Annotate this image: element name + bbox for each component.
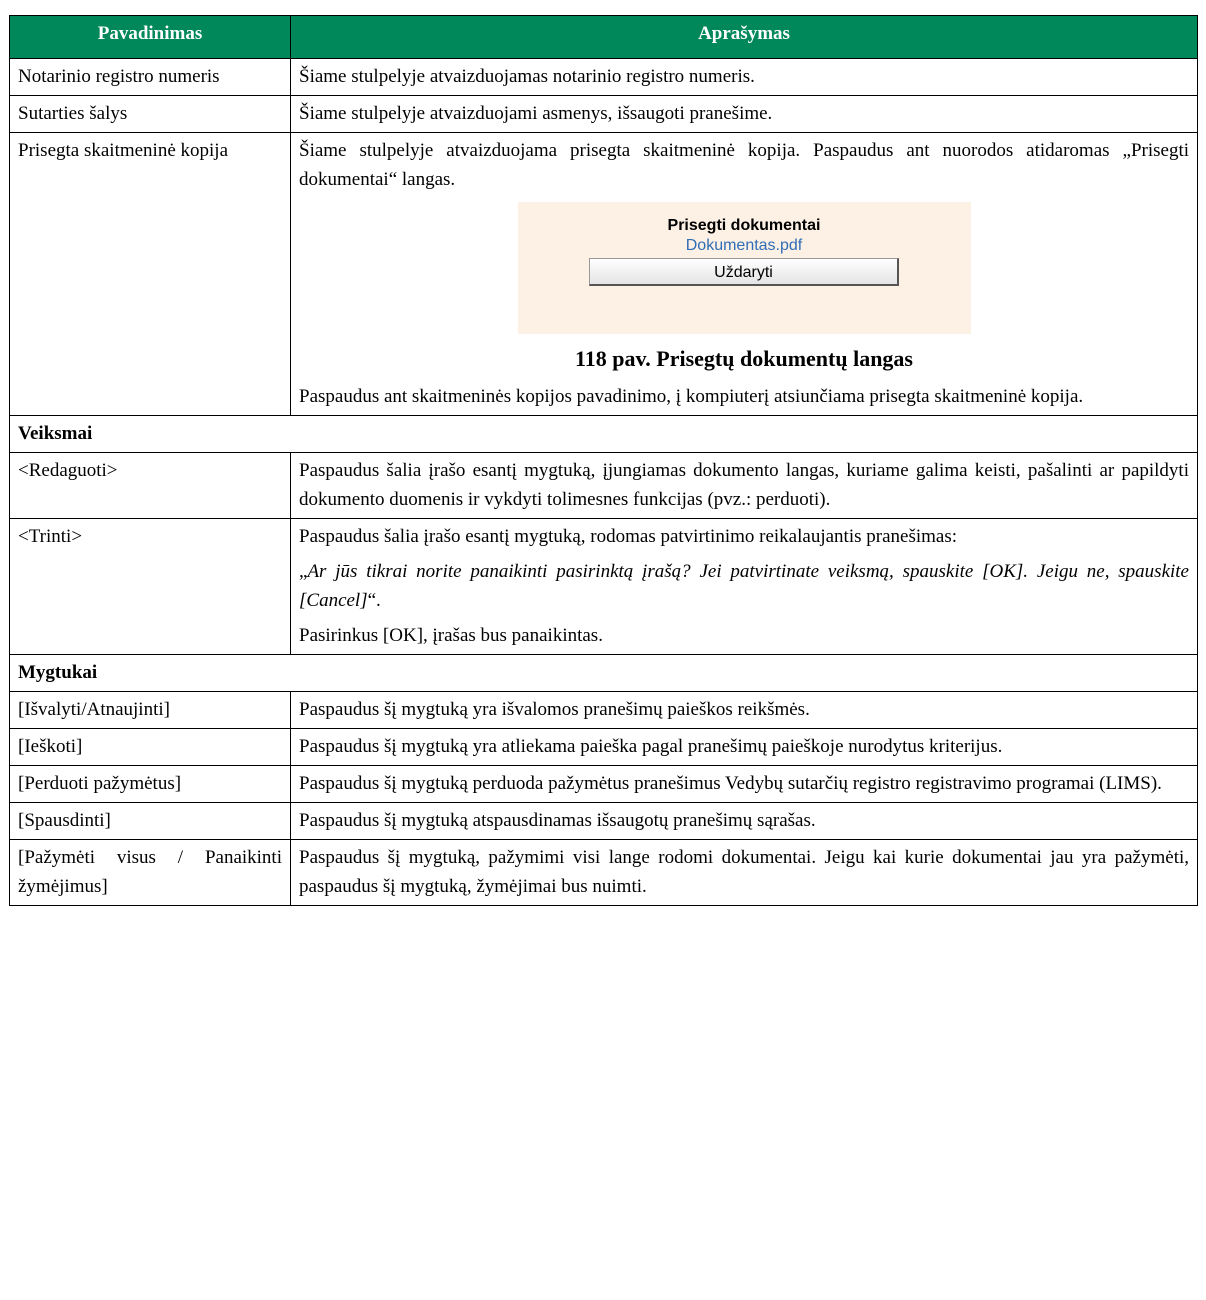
attached-documents-screenshot xyxy=(518,202,971,334)
row-description: Paspaudus šį mygtuką yra išvalomos pranešimų paieškos reikšmės. xyxy=(291,692,1198,729)
figure-caption: 118 pav. Prisegtų dokumentų langas xyxy=(574,346,913,371)
row-name: <Trinti> xyxy=(10,519,291,655)
row-description: Šiame stulpelyje atvaizduojami asmenys, išsaugoti pranešime. xyxy=(291,96,1198,133)
row-description: Paspaudus šį mygtuką perduoda pažymėtus pranešimus Vedybų sutarčių registro registravimo programai (LIMS). xyxy=(291,766,1198,803)
section-row-buttons xyxy=(10,655,1198,692)
table-header-row xyxy=(10,16,1198,59)
row-name: [Perduoti pažymėtus] xyxy=(10,766,291,803)
description-table xyxy=(9,15,1198,906)
table-row xyxy=(10,59,1198,96)
row-description: Paspaudus šį mygtuką, pažymimi visi lange rodomi dokumentai. Jeigu kai kurie dokumentai jau yra pažymėti, paspaudus šį mygtuką, žymėjimai bus nuimti. xyxy=(291,840,1198,906)
row-description: Šiame stulpelyje atvaizduojamas notarinio registro numeris. xyxy=(291,59,1198,96)
row-description xyxy=(291,519,1198,655)
section-title: Veiksmai xyxy=(10,416,1198,453)
row-name: [Pažymėti visus / Panaikinti žymėjimus] xyxy=(10,840,291,906)
row-description xyxy=(291,133,1198,416)
confirmation-message: „Ar jūs tikrai norite panaikinti pasirinktą įrašą? Jei patvirtinate veiksmą, spauskite [OK]. Jeigu ne, spauskite [Cancel]“. xyxy=(299,561,1189,611)
description-paragraph: Šiame stulpelyje atvaizduojama prisegta skaitmeninė kopija. Paspaudus ant nuorodos atidaromas „Prisegti dokumentai“ langas. xyxy=(299,140,1189,190)
table-row xyxy=(10,766,1198,803)
row-name: [Išvalyti/Atnaujinti] xyxy=(10,692,291,729)
description-paragraph: Paspaudus ant skaitmeninės kopijos pavadinimo, į kompiuterį atsiunčiama prisegta skaitmeninė kopija. xyxy=(299,386,1084,407)
table-row xyxy=(10,96,1198,133)
table-row xyxy=(10,840,1198,906)
table-row xyxy=(10,729,1198,766)
row-name: Notarinio registro numeris xyxy=(10,59,291,96)
header-description: Aprašymas xyxy=(291,16,1198,59)
header-name: Pavadinimas xyxy=(10,16,291,59)
document-link[interactable]: Dokumentas.pdf xyxy=(685,237,803,254)
table-row xyxy=(10,692,1198,729)
row-name: Sutarties šalys xyxy=(10,96,291,133)
close-button[interactable]: Uždaryti xyxy=(589,258,899,286)
row-description: Paspaudus šį mygtuką yra atliekama paieška pagal pranešimų paieškoje nurodytus kriterijus. xyxy=(291,729,1198,766)
description-paragraph: Paspaudus šalia įrašo esantį mygtuką, rodomas patvirtinimo reikalaujantis pranešimas: xyxy=(299,526,957,547)
table-row xyxy=(10,519,1198,655)
row-description: Paspaudus šį mygtuką atspausdinamas išsaugotų pranešimų sąrašas. xyxy=(291,803,1198,840)
section-row-actions xyxy=(10,416,1198,453)
table-row xyxy=(10,453,1198,519)
row-description: Paspaudus šalia įrašo esantį mygtuką, įjungiamas dokumento langas, kuriame galima keisti, pašalinti ar papildyti dokumento duomenis ir vykdyti tolimesnes funkcijas (pvz.: perduoti). xyxy=(291,453,1198,519)
row-name: Prisegta skaitmeninė kopija xyxy=(10,133,291,416)
section-title: Mygtukai xyxy=(10,655,1198,692)
table-row xyxy=(10,803,1198,840)
table-row xyxy=(10,133,1198,416)
row-name: [Ieškoti] xyxy=(10,729,291,766)
dialog-title: Prisegti dokumentai xyxy=(667,217,821,234)
row-name: [Spausdinti] xyxy=(10,803,291,840)
description-paragraph: Pasirinkus [OK], įrašas bus panaikintas. xyxy=(299,625,603,646)
row-name: <Redaguoti> xyxy=(10,453,291,519)
